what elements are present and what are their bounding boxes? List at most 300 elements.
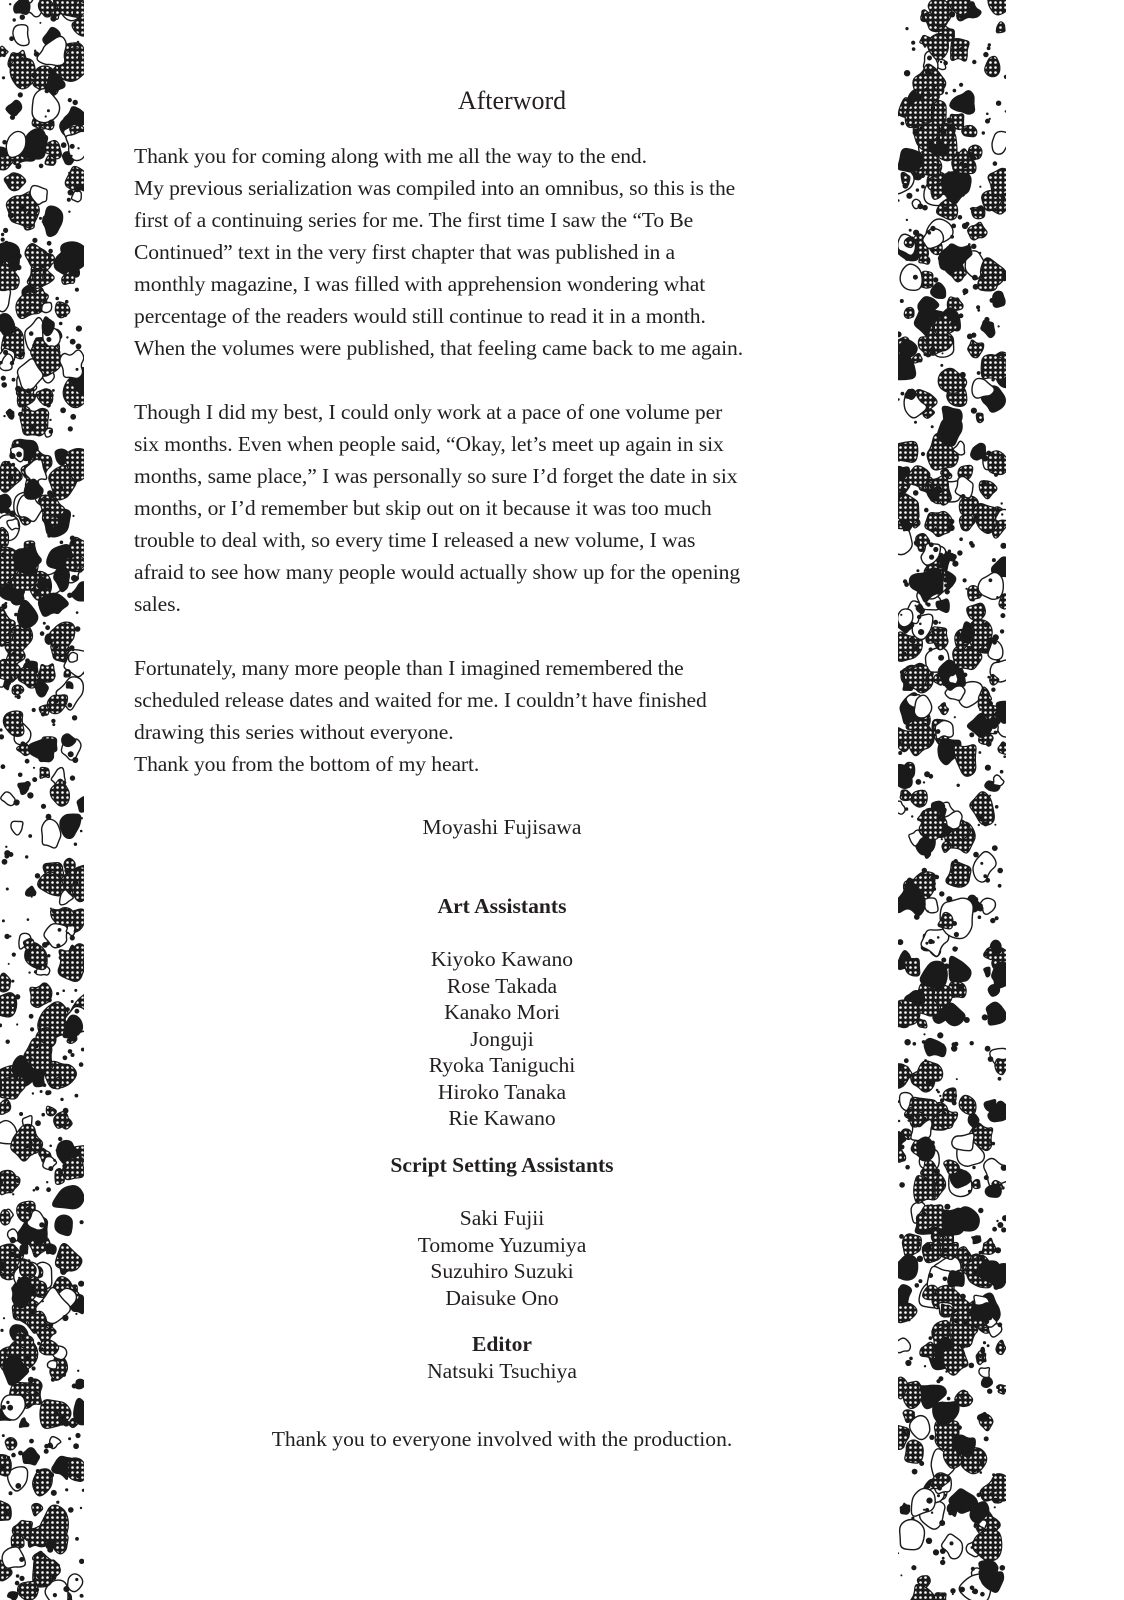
pattern-speck — [911, 767, 913, 769]
pattern-speck — [963, 578, 967, 582]
pattern-speck — [5, 253, 10, 258]
pattern-speck — [16, 265, 22, 271]
pattern-speck — [35, 345, 37, 347]
pattern-speck — [31, 1533, 34, 1536]
pattern-cell — [947, 1270, 965, 1287]
pattern-cell — [949, 956, 972, 983]
pattern-speck — [925, 70, 930, 75]
pattern-speck — [928, 1273, 933, 1278]
pattern-speck — [27, 918, 30, 921]
pattern-speck — [56, 1149, 59, 1152]
pattern-speck — [952, 1216, 958, 1222]
pattern-speck — [976, 305, 980, 309]
pattern-speck — [991, 688, 995, 692]
pattern-speck — [61, 142, 67, 148]
pattern-speck — [986, 113, 989, 116]
pattern-speck — [971, 1325, 975, 1329]
pattern-speck — [32, 708, 36, 712]
pattern-speck — [982, 131, 985, 134]
pattern-speck — [9, 1491, 13, 1495]
pattern-speck — [961, 494, 966, 499]
pattern-speck — [11, 980, 14, 983]
pattern-speck — [48, 120, 54, 126]
pattern-speck — [9, 453, 15, 459]
pattern-speck — [948, 525, 954, 531]
pattern-speck — [917, 615, 921, 619]
pattern-speck — [903, 579, 907, 583]
pattern-speck — [911, 1565, 916, 1570]
pattern-cell — [938, 703, 948, 715]
pattern-speck — [965, 588, 967, 590]
pattern-speck — [51, 493, 56, 498]
pattern-speck — [914, 646, 919, 651]
pattern-speck — [950, 1541, 954, 1545]
pattern-speck — [62, 1315, 68, 1321]
pattern-speck — [73, 100, 78, 105]
pattern-speck — [1, 238, 5, 242]
pattern-speck — [916, 779, 922, 785]
pattern-speck — [942, 1048, 945, 1051]
pattern-speck — [940, 364, 943, 367]
pattern-speck — [1, 376, 6, 381]
pattern-speck — [48, 1166, 53, 1171]
pattern-speck — [15, 1483, 21, 1489]
pattern-speck — [43, 622, 46, 625]
pattern-speck — [919, 1461, 924, 1466]
pattern-speck — [934, 1402, 939, 1407]
pattern-speck — [58, 1170, 63, 1175]
pattern-speck — [31, 896, 33, 898]
pattern-speck — [930, 741, 933, 744]
pattern-speck — [50, 553, 54, 557]
pattern-speck — [930, 485, 934, 489]
pattern-speck — [996, 101, 1001, 106]
pattern-cell — [977, 1412, 988, 1422]
pattern-speck — [58, 928, 62, 932]
pattern-speck — [973, 1518, 976, 1521]
pattern-speck — [26, 152, 31, 157]
pattern-speck — [25, 1144, 30, 1149]
pattern-speck — [898, 398, 900, 400]
pattern-speck — [47, 998, 52, 1003]
pattern-speck — [954, 932, 959, 937]
pattern-speck — [926, 1498, 932, 1504]
pattern-speck — [973, 897, 979, 903]
pattern-speck — [921, 452, 925, 456]
pattern-speck — [994, 731, 998, 735]
pattern-speck — [978, 824, 980, 826]
pattern-speck — [52, 389, 55, 392]
pattern-speck — [978, 915, 982, 919]
pattern-speck — [927, 974, 933, 980]
pattern-speck — [905, 256, 910, 261]
pattern-speck — [912, 47, 916, 51]
pattern-speck — [80, 1157, 83, 1160]
pattern-speck — [951, 35, 953, 37]
pattern-speck — [952, 880, 955, 883]
pattern-speck — [959, 47, 964, 52]
pattern-speck — [933, 547, 938, 552]
pattern-speck — [899, 519, 905, 525]
pattern-speck — [963, 293, 965, 295]
pattern-speck — [978, 814, 984, 820]
pattern-speck — [933, 882, 936, 885]
pattern-speck — [16, 1178, 21, 1183]
pattern-speck — [968, 1259, 972, 1263]
pattern-speck — [6, 180, 10, 184]
pattern-speck — [981, 1347, 985, 1351]
pattern-speck — [57, 223, 60, 226]
pattern-speck — [944, 1204, 950, 1210]
pattern-speck — [925, 602, 928, 605]
pattern-speck — [12, 1193, 14, 1195]
pattern-cell — [978, 572, 1003, 599]
pattern-speck — [65, 1232, 67, 1234]
pattern-speck — [936, 1379, 940, 1383]
pattern-speck — [52, 489, 55, 492]
pattern-speck — [37, 1574, 42, 1579]
pattern-speck — [4, 1511, 10, 1517]
pattern-speck — [994, 1285, 999, 1290]
pattern-speck — [14, 799, 20, 805]
pattern-speck — [72, 715, 77, 720]
pattern-speck — [40, 268, 43, 271]
pattern-speck — [907, 1109, 911, 1113]
pattern-cell — [46, 1106, 56, 1116]
pattern-speck — [35, 590, 39, 594]
pattern-speck — [937, 179, 941, 183]
pattern-speck — [7, 461, 11, 465]
pattern-cell — [68, 1574, 83, 1592]
pattern-speck — [925, 279, 928, 282]
pattern-speck — [19, 205, 25, 211]
pattern-speck — [68, 1507, 74, 1513]
pattern-speck — [16, 1023, 18, 1025]
pattern-speck — [956, 304, 960, 308]
pattern-speck — [983, 1341, 986, 1344]
pattern-speck — [43, 250, 46, 253]
pattern-speck — [919, 1242, 921, 1244]
pattern-speck — [959, 537, 963, 541]
pattern-speck — [48, 886, 51, 889]
pattern-speck — [954, 1318, 959, 1323]
paragraph-1: Thank you for coming along with me all the way to the end. My previous serialization was compiled into an omnibus, so this is the first of a continuing series for me. The first time I saw the “To Be Continued” text in the very first chapter that was published in a monthly magazine, I was filled with apprehension wondering what percentage of the readers would still continue to read it in a month. When the volumes were published, that feeling came back to me again. — [134, 144, 744, 360]
pattern-speck — [51, 1490, 57, 1496]
pattern-speck — [48, 1472, 54, 1478]
pattern-speck — [0, 1329, 3, 1332]
pattern-speck — [942, 1557, 945, 1560]
pattern-speck — [913, 130, 919, 136]
pattern-speck — [986, 319, 989, 322]
pattern-speck — [41, 1347, 44, 1350]
pattern-speck — [919, 588, 925, 594]
pattern-speck — [72, 757, 78, 763]
pattern-speck — [58, 1230, 61, 1233]
pattern-speck — [12, 953, 16, 957]
pattern-speck — [75, 626, 81, 632]
pattern-cell — [910, 1416, 930, 1440]
pattern-speck — [68, 190, 74, 196]
pattern-speck — [63, 313, 67, 317]
pattern-speck — [990, 298, 995, 303]
pattern-speck — [78, 1281, 84, 1287]
pattern-speck — [1000, 1341, 1003, 1344]
pattern-cell — [0, 1099, 11, 1114]
pattern-speck — [916, 569, 919, 572]
pattern-cell — [13, 25, 29, 46]
pattern-speck — [950, 336, 953, 339]
pattern-speck — [956, 984, 962, 990]
credit-name: Rie Kawano — [448, 1106, 556, 1130]
pattern-speck — [994, 473, 998, 477]
pattern-speck — [25, 950, 30, 955]
pattern-speck — [11, 1004, 14, 1007]
pattern-speck — [979, 709, 981, 711]
pattern-cell — [914, 695, 931, 718]
pattern-speck — [963, 1449, 968, 1454]
pattern-speck — [19, 1112, 23, 1116]
pattern-speck — [32, 998, 37, 1003]
credit-name: Saki Fujii — [459, 1206, 545, 1230]
pattern-speck — [949, 125, 955, 131]
pattern-speck — [911, 1265, 916, 1270]
pattern-speck — [72, 649, 74, 651]
pattern-speck — [948, 1511, 952, 1515]
pattern-speck — [3, 415, 5, 417]
pattern-speck — [18, 412, 23, 417]
pattern-speck — [966, 868, 968, 870]
pattern-cell — [972, 378, 994, 398]
pattern-speck — [1001, 1227, 1006, 1232]
pattern-speck — [972, 156, 976, 160]
pattern-speck — [984, 1319, 989, 1324]
pattern-cell — [959, 1095, 976, 1114]
pattern-speck — [16, 452, 22, 458]
pattern-speck — [47, 241, 52, 246]
pattern-speck — [931, 106, 935, 110]
pattern-speck — [78, 56, 83, 61]
pattern-speck — [29, 1141, 33, 1145]
pattern-speck — [16, 253, 22, 259]
pattern-cell — [902, 1234, 921, 1257]
pattern-speck — [909, 1357, 913, 1361]
pattern-speck — [996, 1385, 1000, 1389]
pattern-cell — [939, 490, 951, 505]
pattern-cell — [32, 1503, 43, 1515]
pattern-speck — [906, 370, 910, 374]
pattern-speck — [977, 309, 980, 312]
pattern-speck — [6, 1040, 10, 1044]
pattern-speck — [940, 180, 946, 186]
pattern-speck — [956, 1078, 958, 1080]
pattern-speck — [990, 1492, 993, 1495]
pattern-speck — [19, 306, 22, 309]
pattern-speck — [47, 954, 50, 957]
pattern-speck — [992, 558, 996, 562]
pattern-speck — [33, 1391, 39, 1397]
pattern-speck — [26, 388, 31, 393]
pattern-speck — [912, 1469, 918, 1475]
pattern-speck — [900, 1132, 904, 1136]
pattern-cell — [898, 528, 912, 555]
pattern-speck — [67, 593, 72, 598]
pattern-cell — [979, 1368, 990, 1378]
pattern-speck — [11, 1453, 16, 1458]
pattern-speck — [972, 1589, 978, 1595]
pattern-cell — [0, 288, 10, 312]
pattern-speck — [957, 632, 960, 635]
pattern-speck — [993, 1490, 996, 1493]
pattern-speck — [974, 1470, 976, 1472]
pattern-speck — [32, 1092, 34, 1094]
pattern-speck — [37, 453, 42, 458]
pattern-speck — [16, 695, 20, 699]
pattern-speck — [40, 631, 45, 636]
pattern-speck — [916, 545, 918, 547]
pattern-cell — [983, 967, 990, 978]
pattern-speck — [928, 140, 933, 145]
pattern-speck — [63, 781, 67, 785]
pattern-speck — [12, 76, 16, 80]
pattern-speck — [26, 1538, 29, 1541]
pattern-speck — [74, 1302, 79, 1307]
pattern-cell — [36, 389, 52, 406]
pattern-speck — [972, 1509, 975, 1512]
pattern-cell — [992, 131, 1006, 154]
pattern-speck — [49, 609, 52, 612]
pattern-speck — [912, 901, 918, 907]
pattern-speck — [991, 378, 994, 381]
pattern-speck — [924, 771, 930, 777]
pattern-speck — [957, 1425, 962, 1430]
pattern-speck — [62, 989, 65, 992]
pattern-speck — [914, 165, 920, 171]
pattern-cell — [0, 313, 15, 336]
pattern-speck — [46, 942, 50, 946]
pattern-speck — [915, 1283, 920, 1288]
pattern-speck — [970, 543, 975, 548]
pattern-cell — [949, 90, 975, 115]
pattern-speck — [909, 1115, 913, 1119]
pattern-speck — [987, 1189, 990, 1192]
pattern-speck — [902, 901, 905, 904]
pattern-speck — [81, 817, 83, 819]
pattern-speck — [55, 645, 58, 648]
pattern-speck — [992, 640, 997, 645]
pattern-speck — [24, 7, 29, 12]
pattern-speck — [68, 172, 70, 174]
pattern-speck — [1, 552, 7, 558]
pattern-speck — [905, 1360, 911, 1366]
pattern-speck — [1000, 629, 1004, 633]
pattern-speck — [59, 322, 63, 326]
pattern-speck — [19, 1557, 24, 1562]
pattern-speck — [906, 193, 912, 199]
pattern-speck — [6, 888, 9, 891]
pattern-cell — [66, 926, 75, 936]
pattern-speck — [66, 1007, 70, 1011]
pattern-speck — [979, 252, 981, 254]
pattern-speck — [962, 288, 968, 294]
pattern-speck — [71, 1000, 74, 1003]
pattern-speck — [65, 258, 67, 260]
pattern-cell — [898, 1147, 906, 1162]
pattern-speck — [930, 876, 934, 880]
pattern-speck — [933, 620, 938, 625]
pattern-speck — [26, 312, 30, 316]
author-signature: Moyashi Fujisawa — [422, 815, 582, 839]
pattern-speck — [27, 1259, 30, 1262]
pattern-speck — [942, 823, 948, 829]
pattern-speck — [24, 752, 27, 755]
pattern-speck — [55, 1411, 59, 1415]
pattern-speck — [1005, 110, 1006, 112]
pattern-speck — [937, 936, 940, 939]
pattern-speck — [969, 1363, 975, 1369]
pattern-cell — [32, 270, 43, 281]
pattern-speck — [999, 570, 1002, 573]
pattern-speck — [70, 935, 75, 940]
pattern-speck — [911, 41, 915, 45]
pattern-speck — [74, 186, 80, 192]
pattern-speck — [75, 1578, 78, 1581]
pattern-speck — [30, 1027, 34, 1031]
pattern-cell — [39, 1505, 68, 1542]
pattern-speck — [951, 1499, 955, 1503]
pattern-speck — [943, 1277, 948, 1282]
pattern-speck — [928, 939, 933, 944]
pattern-speck — [987, 46, 991, 50]
pattern-speck — [75, 1433, 80, 1438]
pattern-speck — [9, 1006, 12, 1009]
pattern-speck — [923, 43, 925, 45]
pattern-cell — [13, 0, 30, 15]
pattern-speck — [947, 1397, 951, 1401]
pattern-cell — [900, 1503, 911, 1515]
pattern-speck — [918, 629, 924, 635]
pattern-cell — [916, 1137, 936, 1162]
pattern-speck — [941, 557, 944, 560]
pattern-speck — [76, 1473, 81, 1478]
pattern-speck — [898, 939, 903, 945]
pattern-speck — [6, 1401, 9, 1404]
pattern-speck — [65, 1488, 68, 1491]
pattern-speck — [936, 142, 938, 144]
pattern-speck — [978, 1570, 982, 1574]
pattern-speck — [1, 603, 7, 609]
pattern-speck — [994, 824, 996, 826]
pattern-speck — [904, 70, 910, 76]
pattern-speck — [950, 321, 956, 327]
pattern-speck — [75, 1009, 80, 1014]
pattern-speck — [956, 1451, 959, 1454]
pattern-cell — [944, 1160, 959, 1174]
pattern-speck — [16, 1574, 20, 1578]
pattern-speck — [0, 728, 3, 731]
pattern-speck — [915, 1114, 920, 1119]
pattern-speck — [54, 699, 59, 704]
pattern-speck — [980, 1460, 985, 1465]
pattern-speck — [935, 527, 937, 529]
pattern-speck — [58, 1137, 62, 1141]
pattern-cell — [25, 886, 36, 897]
art-assistants-heading: Art Assistants — [437, 893, 567, 918]
pattern-speck — [45, 115, 47, 117]
pattern-cell — [924, 898, 938, 913]
pattern-speck — [27, 456, 32, 461]
pattern-speck — [37, 1479, 41, 1483]
pattern-speck — [949, 11, 955, 17]
